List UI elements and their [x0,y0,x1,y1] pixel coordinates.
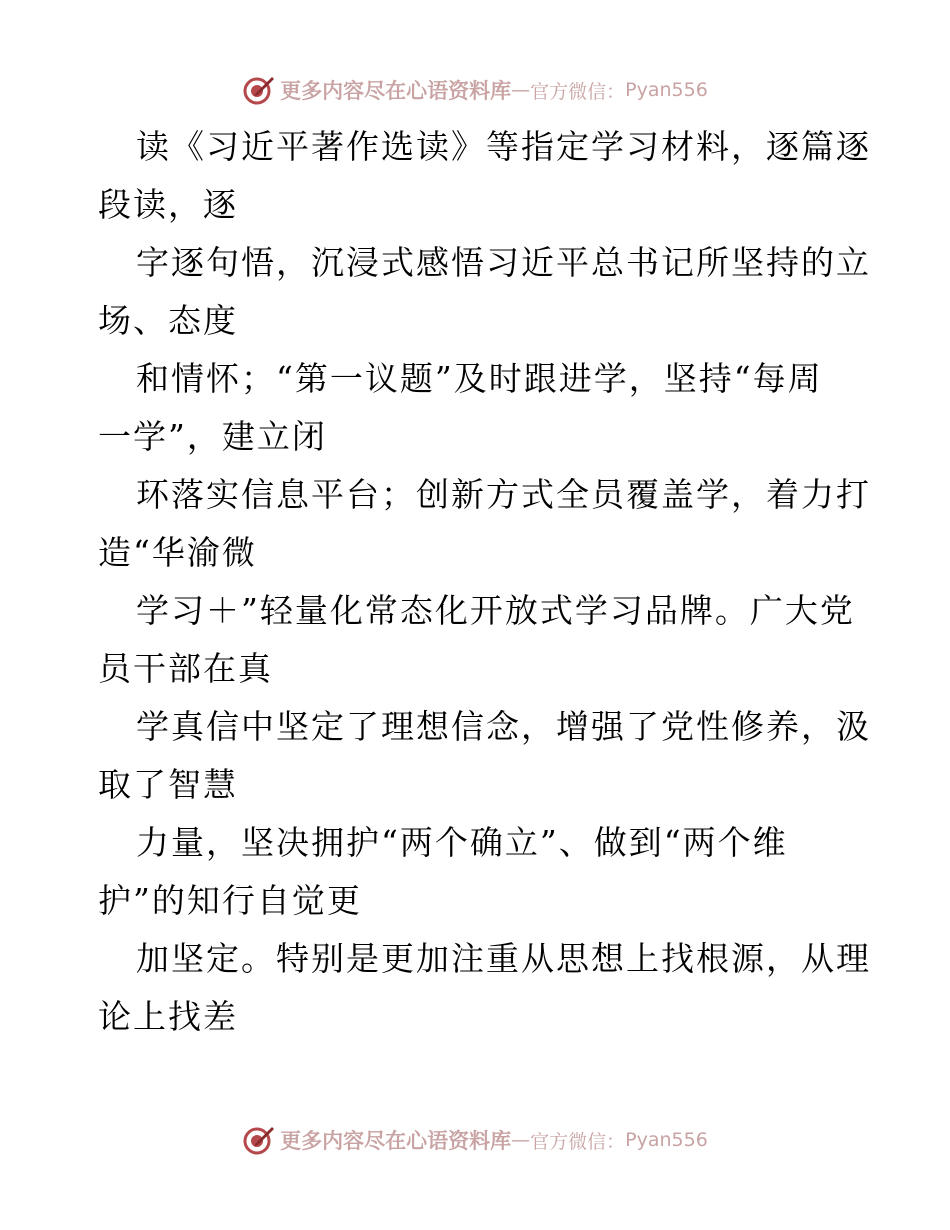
header-brand-text: 更多内容尽在心语资料库 [280,78,512,103]
paragraph-line: 造“华渝微 [98,533,257,572]
paragraph-line: 一学”，建立闭 [98,417,327,456]
footer-wechat-id: Pyan556 [625,1129,708,1151]
paragraph-line: 力量，坚决拥护“两个确立”、做到“两个维 [136,823,788,862]
footer-dash: — [511,1129,531,1151]
footer-banner [0,1120,950,1160]
paragraph-line: 和情怀；“第一议题”及时跟进学，坚持“每周 [136,359,823,398]
paragraph-line: 段读，逐 [98,185,238,224]
paragraph-line: 护”的知行自觉更 [98,881,362,920]
paragraph-line: 字逐句悟，沉浸式感悟习近平总书记所坚持的立 [136,243,871,282]
paragraph-line: 论上找差 [98,997,238,1036]
paragraph [98,814,858,930]
footer-brand-text: 更多内容尽在心语资料库 [280,1128,512,1153]
header-dash: — [511,79,531,101]
paragraph-line: 取了智慧 [98,765,238,804]
paragraph [98,118,871,234]
header-official-label: 官方微信： [530,80,626,103]
pen-circle-logo-icon [242,1123,276,1157]
document-body [98,118,871,1046]
paragraph [98,698,871,814]
paragraph-line: 学真信中坚定了理想信念，增强了党性修养，汲 [136,707,871,746]
footer-official-label: 官方微信： [530,1130,626,1153]
paragraph-line: 员干部在真 [98,649,273,688]
paragraph [98,930,871,1046]
paragraph [98,466,871,582]
header-banner [0,70,950,110]
paragraph [98,350,858,466]
paragraph [98,234,871,350]
paragraph-line: 学习＋”轻量化常态化开放式学习品牌。广大党 [136,591,855,630]
paragraph-line: 读《习近平著作选读》等指定学习材料，逐篇逐 [136,127,871,166]
paragraph-line: 环落实信息平台；创新方式全员覆盖学，着力打 [136,475,871,514]
pen-circle-logo-icon [242,73,276,107]
paragraph [98,582,858,698]
paragraph-line: 场、态度 [98,301,238,340]
header-wechat-id: Pyan556 [625,79,708,101]
paragraph-line: 加坚定。特别是更加注重从思想上找根源，从理 [136,939,871,978]
